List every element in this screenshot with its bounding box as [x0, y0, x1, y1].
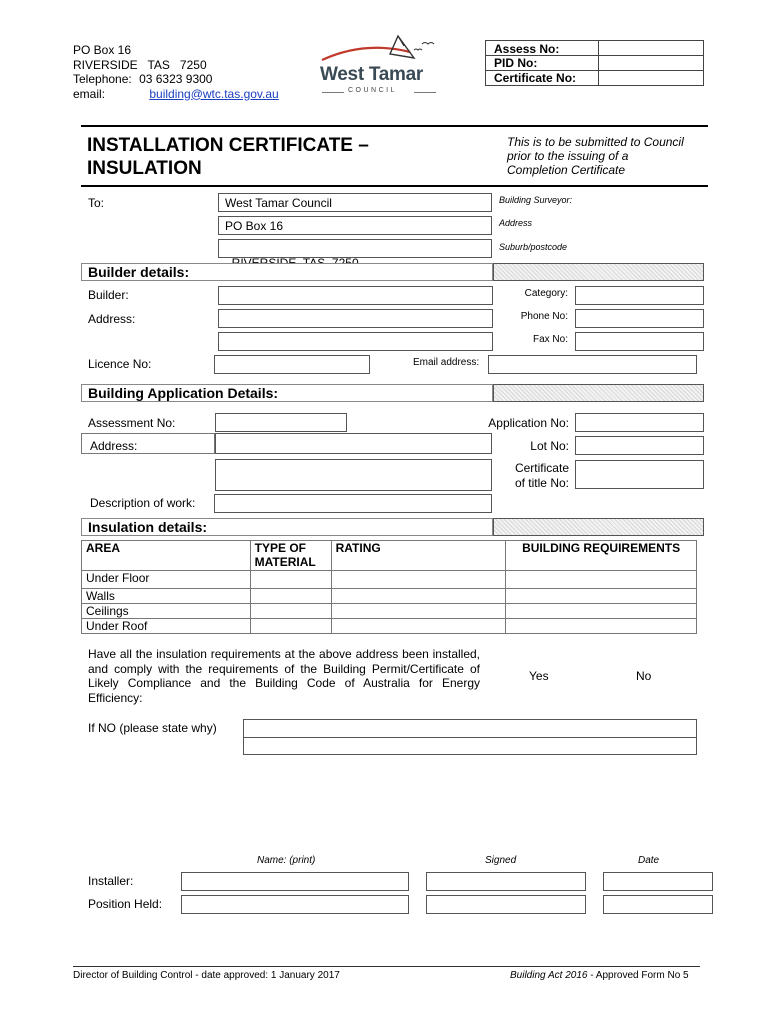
- email-label: email:: [73, 86, 106, 101]
- application-heading-hatch: [493, 384, 704, 402]
- builder-field[interactable]: [218, 286, 493, 305]
- insulation-header-row: [82, 541, 697, 571]
- row-rating-cell[interactable]: [331, 571, 506, 589]
- address-line2: RIVERSIDE TAS 7250: [73, 57, 207, 72]
- insulation-table: [81, 540, 697, 634]
- row-type-cell[interactable]: [250, 619, 331, 634]
- certificate-no-label: Certificate No:: [494, 71, 577, 85]
- builder-heading: Builder details:: [88, 264, 190, 280]
- submit-note: [507, 135, 684, 177]
- installer-label: Installer:: [88, 874, 134, 888]
- row-rating-cell[interactable]: [331, 619, 506, 634]
- signed-hint: Signed: [485, 855, 517, 866]
- position-name-field[interactable]: [181, 895, 409, 914]
- row-type-cell[interactable]: [250, 604, 331, 619]
- cert-title-line1: Certificate: [514, 461, 569, 475]
- row-rating-cell[interactable]: [331, 589, 506, 604]
- logo-subtitle: [322, 87, 437, 97]
- assess-no-label: Assess No:: [494, 42, 560, 56]
- assess-no-field[interactable]: [599, 41, 703, 55]
- col-area: AREA: [82, 541, 251, 571]
- assessment-no-label: Assessment No:: [88, 416, 176, 430]
- certificate-no-field[interactable]: [599, 71, 703, 85]
- no-option[interactable]: No: [636, 669, 652, 683]
- table-row: [82, 619, 697, 634]
- telephone-value: 03 6323 9300: [139, 72, 213, 86]
- position-date-field[interactable]: [603, 895, 713, 914]
- table-row: [82, 589, 697, 604]
- email-link[interactable]: building@wtc.tas.gov.au: [149, 86, 279, 101]
- description-field[interactable]: [214, 494, 492, 513]
- insulation-heading: Insulation details:: [88, 519, 208, 535]
- col-building-requirements: BUILDING REQUIREMENTS: [506, 541, 697, 571]
- application-heading: Building Application Details:: [88, 385, 279, 401]
- footer-right: [510, 970, 689, 981]
- position-signed-field[interactable]: [426, 895, 586, 914]
- yes-option[interactable]: Yes: [529, 669, 549, 683]
- installer-signed-field[interactable]: [426, 872, 586, 891]
- application-no-label: Application No:: [488, 416, 569, 430]
- if-no-field-2[interactable]: [243, 737, 697, 755]
- row-area: Ceilings: [82, 604, 251, 619]
- to-po-box-field[interactable]: [218, 216, 492, 235]
- logo-council-text: COUNCIL: [348, 87, 398, 94]
- table-row: [82, 571, 697, 589]
- assessment-no-field[interactable]: [215, 413, 347, 432]
- table-row: [82, 604, 697, 619]
- telephone-row: [73, 72, 279, 87]
- title-top-rule: [81, 125, 708, 127]
- pid-no-field[interactable]: [599, 56, 703, 70]
- description-label: Description of work:: [90, 496, 196, 510]
- reference-box: [485, 40, 704, 86]
- logo-name: West Tamar: [320, 64, 423, 85]
- pid-no-label: PID No:: [494, 56, 538, 70]
- building-surveyor-hint: Building Surveyor:: [499, 195, 573, 205]
- cert-title-line2: of title No:: [514, 475, 569, 490]
- row-type-cell[interactable]: [250, 589, 331, 604]
- cert-title-label: [470, 461, 569, 490]
- email-address-field[interactable]: [488, 355, 697, 374]
- fax-field[interactable]: [575, 332, 704, 351]
- licence-label: Licence No:: [88, 357, 152, 371]
- licence-field[interactable]: [214, 355, 370, 374]
- email-address-label: Email address:: [413, 357, 480, 368]
- position-held-label: Position Held:: [88, 897, 163, 911]
- phone-field[interactable]: [575, 309, 704, 328]
- builder-address-label: Address:: [88, 312, 136, 326]
- row-area: Under Floor: [82, 571, 251, 589]
- category-field[interactable]: [575, 286, 704, 305]
- app-address-field-1[interactable]: [215, 433, 492, 454]
- submit-note-line1: This is to be submitted to Council: [507, 135, 684, 149]
- row-rating-cell[interactable]: [331, 604, 506, 619]
- if-no-label: If NO (please state why): [88, 721, 217, 735]
- suburb-hint: Suburb/postcode: [499, 242, 568, 252]
- category-label: Category:: [524, 288, 568, 299]
- to-council-value: West Tamar Council: [225, 196, 332, 210]
- submit-note-line2: prior to the issuing of a: [507, 149, 629, 163]
- address-line1: PO Box 16: [73, 43, 132, 57]
- address-hint: Address: [499, 218, 533, 228]
- row-area: Walls: [82, 589, 251, 604]
- title-bottom-rule: [81, 185, 708, 187]
- col-type: [250, 541, 331, 571]
- footer-form: - Approved Form No 5: [587, 970, 689, 981]
- col-type-line2: MATERIAL: [254, 555, 316, 569]
- to-po-box-value: PO Box 16: [225, 219, 284, 233]
- footer-act: Building Act 2016: [510, 970, 588, 981]
- logo-swoosh-icon: [318, 34, 443, 66]
- row-req-cell[interactable]: [506, 619, 697, 634]
- lot-no-label: Lot No:: [530, 439, 569, 453]
- council-logo: [318, 34, 443, 99]
- builder-address-field-1[interactable]: [218, 309, 493, 328]
- telephone-label: Telephone:: [73, 72, 132, 86]
- row-area: Under Roof: [82, 619, 251, 634]
- insulation-heading-hatch: [493, 518, 704, 536]
- phone-label: Phone No:: [520, 311, 568, 322]
- row-req-cell[interactable]: [506, 589, 697, 604]
- compliance-statement: Have all the insulation requirements at the above address been installed, and comply with the requirements of the Building Permit/Certificate of Likely Compliance and the Building Code of Australia for Energy Efficiency:: [88, 647, 480, 705]
- col-rating: RATING: [331, 541, 506, 571]
- lot-no-field[interactable]: [575, 436, 704, 455]
- footer-rule: [73, 966, 700, 967]
- builder-heading-hatch: [493, 263, 704, 281]
- col-type-line1: TYPE OF: [254, 541, 306, 555]
- date-hint: Date: [638, 855, 660, 866]
- builder-address-field-2[interactable]: [218, 332, 493, 351]
- to-council-field[interactable]: [218, 193, 492, 212]
- to-label: To:: [88, 196, 105, 210]
- title-line1: INSTALLATION CERTIFICATE –: [87, 135, 369, 156]
- page-title: [87, 134, 369, 180]
- council-address: [73, 43, 279, 101]
- title-line2: INSULATION: [87, 158, 202, 179]
- row-type-cell[interactable]: [250, 571, 331, 589]
- app-address-label: Address:: [90, 439, 138, 453]
- if-no-field-1[interactable]: [243, 719, 697, 738]
- app-address-field-2[interactable]: [215, 459, 492, 491]
- application-no-field[interactable]: [575, 413, 704, 432]
- row-req-cell[interactable]: [506, 604, 697, 619]
- name-print-hint: Name: (print): [257, 855, 316, 866]
- email-row: [73, 87, 279, 102]
- submit-note-line3: Completion Certificate: [507, 163, 626, 177]
- installer-date-field[interactable]: [603, 872, 713, 891]
- fax-label: Fax No:: [532, 334, 568, 345]
- to-suburb-field[interactable]: [218, 239, 492, 258]
- installer-name-field[interactable]: [181, 872, 409, 891]
- row-req-cell[interactable]: [506, 571, 697, 589]
- builder-label: Builder:: [88, 288, 129, 302]
- footer-left: Director of Building Control - date approved: 1 January 2017: [73, 970, 340, 981]
- cert-title-field[interactable]: [575, 460, 704, 489]
